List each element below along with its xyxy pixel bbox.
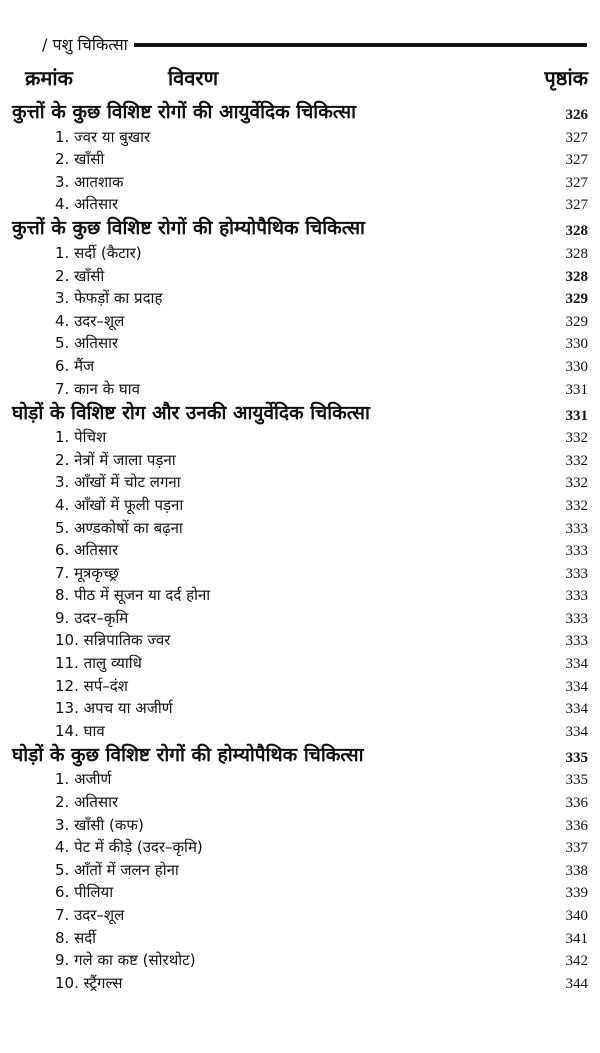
entry-label: 7. उदर–शूल — [55, 906, 125, 924]
entry-page-number: 341 — [565, 930, 588, 947]
toc-entry — [0, 492, 600, 515]
toc-entry — [0, 902, 600, 925]
toc-entry — [0, 425, 600, 448]
entry-page-number: 327 — [565, 197, 588, 214]
toc-entry — [0, 169, 600, 192]
toc-entry — [0, 560, 600, 583]
entry-page-number: 334 — [565, 723, 588, 740]
toc-entry — [0, 628, 600, 651]
entry-label: 5. आँतों में जलन होना — [55, 860, 179, 879]
toc-entry — [0, 812, 600, 835]
entry-label: 8. सर्दी — [55, 928, 97, 947]
toc-entry — [0, 447, 600, 470]
entry-page-number: 329 — [565, 313, 588, 330]
toc-entry — [0, 605, 600, 628]
section-title: घोड़ों के कुछ विशिष्ट रोगों की होम्योपैथिक चिकित्सा — [12, 743, 364, 766]
toc-entry — [0, 263, 600, 286]
entry-label: 3. खाँसी (कफ) — [55, 815, 144, 834]
toc-entry — [0, 970, 600, 993]
toc-entry — [0, 696, 600, 719]
entry-page-number: 342 — [565, 953, 588, 970]
entry-label: 5. अतिसार — [55, 334, 119, 353]
toc-entry — [0, 308, 600, 331]
entry-label: 10. सन्निपातिक ज्वर — [55, 631, 171, 650]
section-heading — [0, 399, 600, 425]
entry-page-number: 339 — [565, 885, 588, 902]
toc-entry — [0, 353, 600, 376]
toc-entry — [0, 124, 600, 147]
toc-entry — [0, 948, 600, 971]
entry-label: 9. गले का कष्ट (सोरथोट) — [55, 951, 196, 970]
entry-page-number: 329 — [565, 291, 588, 308]
entry-page-number: 333 — [565, 565, 588, 582]
entry-label: 8. पीठ में सूजन या दर्द होना — [55, 586, 211, 605]
page-column-header: पृष्ठांक — [544, 66, 588, 90]
entry-page-number: 331 — [565, 381, 588, 398]
toc-entry — [0, 767, 600, 790]
entry-page-number: 338 — [565, 862, 588, 879]
toc-entry — [0, 718, 600, 741]
entry-page-number: 327 — [565, 129, 588, 146]
entry-label: 1. सर्दी (कैटार) — [55, 243, 142, 262]
entry-label: 2. खाँसी — [55, 150, 105, 169]
entry-page-number: 336 — [565, 817, 588, 834]
entry-label: 10. स्ट्रैंगल्स — [55, 973, 123, 992]
section-page-number: 326 — [565, 107, 588, 123]
entry-label: 13. अपच या अजीर्ण — [55, 699, 173, 718]
toc-entry — [0, 376, 600, 399]
entry-label: 9. उदर–कृमि — [55, 608, 129, 627]
entry-page-number: 332 — [565, 497, 588, 514]
entry-page-number: 332 — [565, 430, 588, 447]
entry-label: 7. कान के घाव — [55, 379, 140, 398]
entry-page-number: 333 — [565, 588, 588, 605]
running-head — [42, 34, 587, 54]
entry-page-number: 336 — [565, 795, 588, 812]
toc-entry — [0, 515, 600, 538]
description-column-header: विवरण — [168, 66, 219, 90]
toc-entry — [0, 331, 600, 354]
toc-entry — [0, 538, 600, 561]
entry-page-number: 333 — [565, 610, 588, 627]
table-of-contents — [0, 98, 600, 993]
entry-label: 3. आँखों में चोट लगना — [55, 473, 181, 492]
entry-page-number: 337 — [565, 840, 588, 857]
toc-entry — [0, 147, 600, 170]
entry-label: 5. अण्डकोषों का बढ़ना — [55, 518, 183, 537]
entry-label: 3. फेफड़ों का प्रदाह — [55, 289, 163, 308]
toc-entry — [0, 650, 600, 673]
entry-label: 2. अतिसार — [55, 793, 119, 812]
entry-page-number: 334 — [565, 701, 588, 718]
toc-entry — [0, 240, 600, 263]
entry-label: 14. घाव — [55, 721, 105, 740]
section-title: कुत्तों के कुछ विशिष्ट रोगों की होम्योपैथिक चिकित्सा — [12, 217, 365, 240]
entry-label: 4. अतिसार — [55, 195, 119, 214]
entry-label: 4. उदर–शूल — [55, 311, 125, 330]
entry-page-number: 334 — [565, 656, 588, 673]
section-heading — [0, 98, 600, 124]
entry-label: 2. नेत्रों में जाला पड़ना — [55, 450, 176, 469]
entry-page-number: 330 — [565, 358, 588, 375]
entry-page-number: 333 — [565, 520, 588, 537]
section-title: घोड़ों के विशिष्ट रोग और उनकी आयुर्वेदिक चिकित्सा — [12, 401, 370, 424]
toc-entry — [0, 857, 600, 880]
entry-label: 4. आँखों में फूली पड़ना — [55, 495, 184, 514]
entry-page-number: 327 — [565, 152, 588, 169]
entry-page-number: 330 — [565, 336, 588, 353]
entry-label: 3. आतशाक — [55, 172, 124, 191]
entry-page-number: 333 — [565, 543, 588, 560]
toc-entry — [0, 880, 600, 903]
entry-page-number: 327 — [565, 174, 588, 191]
section-page-number: 328 — [565, 223, 588, 240]
entry-label: 6. अतिसार — [55, 541, 119, 560]
entry-label: 12. सर्प–दंश — [55, 676, 128, 695]
toc-entry — [0, 925, 600, 948]
entry-page-number: 328 — [565, 268, 588, 285]
entry-label: 2. खाँसी — [55, 266, 105, 285]
entry-page-number: 334 — [565, 678, 588, 695]
section-title: कुत्तों के कुछ विशिष्ट रोगों की आयुर्वेदिक चिकित्सा — [12, 101, 356, 123]
toc-entry — [0, 673, 600, 696]
entry-label: 11. तालु व्याधि — [55, 654, 142, 673]
running-head-rule — [134, 43, 587, 47]
toc-entry — [0, 583, 600, 606]
section-heading — [0, 214, 600, 240]
entry-label: 1. पेचिश — [55, 428, 107, 447]
entry-label: 6. पीलिया — [55, 883, 114, 902]
section-heading — [0, 741, 600, 767]
entry-page-number: 332 — [565, 475, 588, 492]
toc-entry — [0, 470, 600, 493]
entry-page-number: 332 — [565, 452, 588, 469]
toc-entry — [0, 835, 600, 858]
entry-page-number: 344 — [565, 975, 588, 992]
entry-page-number: 340 — [565, 908, 588, 924]
entry-label: 4. पेट में कीड़े (उदर–कृमि) — [55, 838, 203, 857]
column-headers — [0, 64, 600, 94]
serial-column-header: क्रमांक — [25, 66, 73, 90]
entry-label: 1. ज्वर या बुखार — [55, 127, 151, 146]
section-page-number: 335 — [565, 749, 588, 766]
entry-page-number: 333 — [565, 633, 588, 650]
entry-label: 7. मूत्रकृच्छ्र — [55, 563, 119, 582]
entry-page-number: 328 — [565, 245, 588, 262]
entry-label: 1. अजीर्ण — [55, 770, 112, 789]
entry-label: 6. मैंज — [55, 356, 95, 375]
section-page-number: 331 — [565, 407, 588, 424]
entry-page-number: 335 — [565, 772, 588, 789]
toc-entry — [0, 286, 600, 309]
toc-entry — [0, 789, 600, 812]
toc-entry — [0, 192, 600, 215]
running-head-title: / पशु चिकित्सा — [42, 35, 128, 54]
